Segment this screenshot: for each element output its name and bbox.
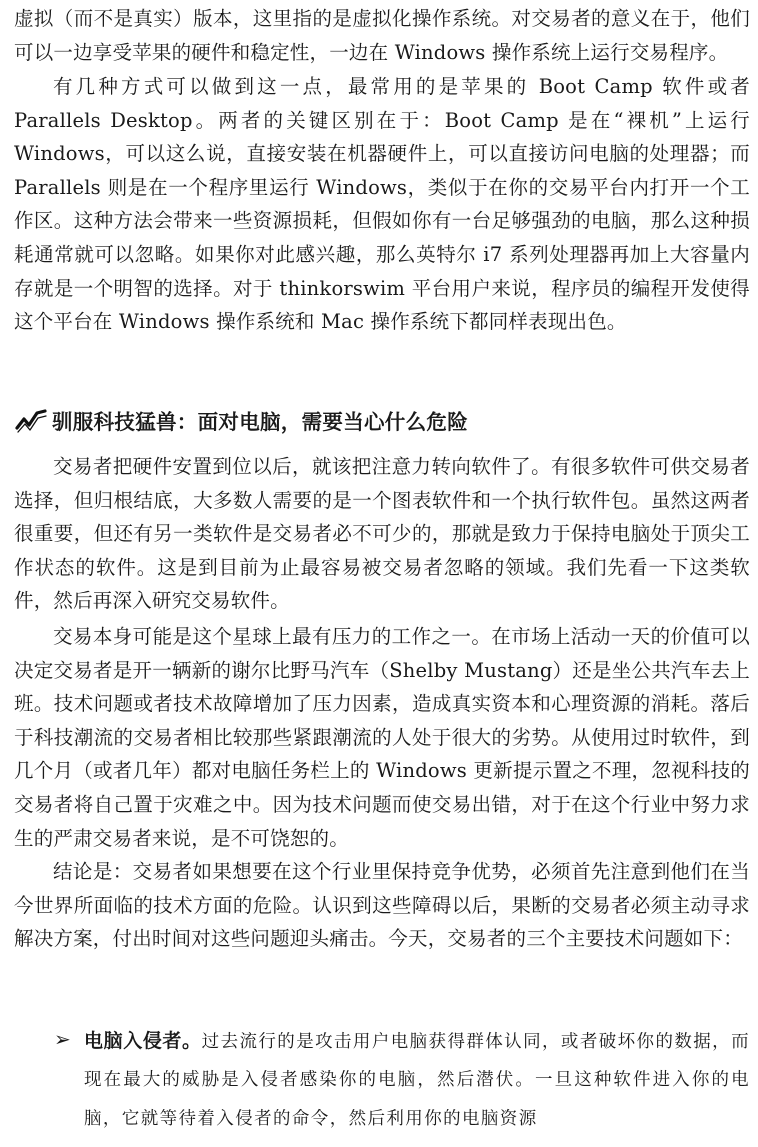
list-item <box>54 1022 750 1138</box>
list-item-term: 电脑入侵者。 <box>84 1030 202 1052</box>
paragraph-conclusion: 结论是：交易者如果想要在这个行业里保持竞争优势，必须首先注意到他们在当今世界所面临的技术方面的危险。认识到这些障碍以后，果断的交易者必须主动寻求解决方案，付出时间对这些问题迎头痛击。今天，交易者的三个主要技术问题如下： <box>14 860 750 951</box>
section-heading <box>14 400 750 440</box>
section-heading-text: 驯服科技猛兽：面对电脑，需要当心什么危险 <box>52 410 468 434</box>
list-item-text <box>84 1022 750 1138</box>
paragraph-boot-camp-parallels: 有几种方式可以做到这一点，最常用的是苹果的 Boot Camp 软件或者 Parallels Desktop。两者的关键区别在于：Boot Camp 是在“裸机”上运行 Windows，可以这么说，直接安装在机器硬件上，可以直接访问电脑的处理器；而 Parallels 则是在一个程序里运行 Windows，类似于在你的交易平台内打开一个工作区。这种方法会带来一些资源损耗，但假如你有一台足够强劲的电脑，那么这种损耗通常就可以忽略。如果你对此感兴趣，那么英特尔 i7 系列处理器再加上大容量内存就是一个明智的选择。对于 thinkorswim 平台用户来说，程序员的编程开发使得这个平台在 Windows 操作系统和 Mac 操作系统下都同样表现出色。 <box>14 75 750 334</box>
chart-trend-icon <box>14 406 48 434</box>
paragraph-trading-pressure: 交易本身可能是这个星球上最有压力的工作之一。在市场上活动一天的价值可以决定交易者是开一辆新的谢尔比野马汽车（Shelby Mustang）还是坐公共汽车去上班。技术问题或者技术故障增加了压力因素，造成真实资本和心理资源的消耗。落后于科技潮流的交易者相比较那些紧跟潮流的人处于很大的劣势。从使用过时软件，到几个月（或者几年）都对电脑任务栏上的 Windows 更新提示置之不理，忽视科技的交易者将自己置于灾难之中。因为技术问题而使交易出错，对于在这个行业中努力求生的严肃交易者来说，是不可饶恕的。 <box>14 625 750 850</box>
list-item-body: 过去流行的是攻击用户电脑获得群体认同，或者破坏你的数据，而现在最大的威胁是入侵者感染你的电脑，然后潜伏。一旦这种软件进入你的电脑，它就等待着入侵者的命令，然后利用你的电脑资源 <box>84 1032 750 1129</box>
paragraph-software-focus: 交易者把硬件安置到位以后，就该把注意力转向软件了。有很多软件可供交易者选择，但归根结底，大多数人需要的是一个图表软件和一个执行软件包。虽然这两者很重要，但还有另一类软件是交易者必不可少的，那就是致力于保持电脑处于顶尖工作状态的软件。这是到目前为止最容易被交易者忽略的领域。我们先看一下这类软件，然后再深入研究交易软件。 <box>14 455 750 613</box>
arrow-bullet-icon: ➢ <box>54 1027 71 1051</box>
paragraph-virtualization-intro: 虚拟（而不是真实）版本，这里指的是虚拟化操作系统。对交易者的意义在于，他们可以一边享受苹果的硬件和稳定性，一边在 Windows 操作系统上运行交易程序。 <box>14 7 750 64</box>
